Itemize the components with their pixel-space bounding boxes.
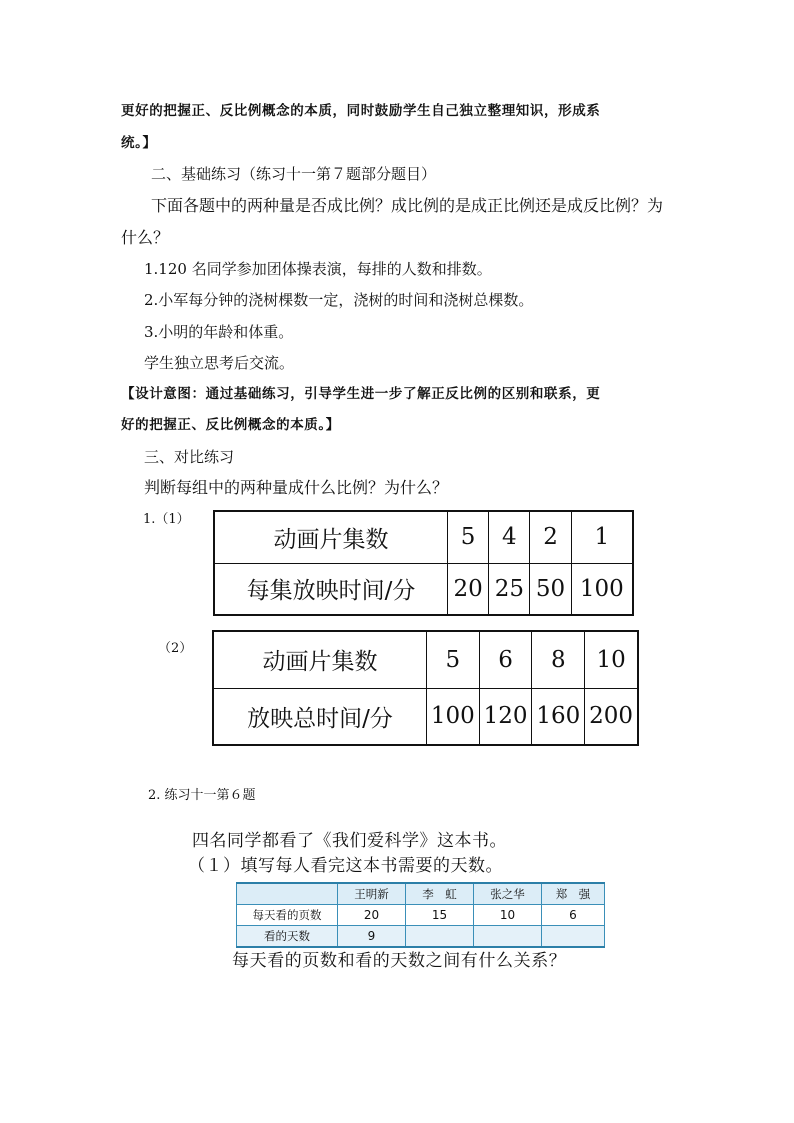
header-cell: 李 虹 xyxy=(406,883,474,905)
section2-question-line-2: 什么？ xyxy=(121,228,170,247)
header-cell xyxy=(237,883,338,905)
exercise2-line-2: （１）填写每人看完这本书需要的天数。 xyxy=(188,856,503,876)
exercise2-title: 2. 练习十一第６题 xyxy=(148,788,256,803)
row-label: 每集放映时间/分 xyxy=(214,563,448,615)
table-row xyxy=(214,511,633,563)
header-cell: 郑 强 xyxy=(542,883,605,905)
table-cell: 15 xyxy=(406,905,474,926)
table-cell: 160 xyxy=(532,688,585,745)
table-row xyxy=(237,926,605,948)
section2-title: 二、基础练习（练习十一第７题部分题目） xyxy=(151,165,437,183)
row-label: 动画片集数 xyxy=(214,511,448,563)
table-row xyxy=(213,688,638,745)
section2-item-1: 1.120 名同学参加团体操表演，每排的人数和排数。 xyxy=(144,260,492,278)
table-row xyxy=(213,631,638,688)
design-intent-line-2: 好的把握正、反比例概念的本质。】 xyxy=(121,417,340,433)
table2-label: （2） xyxy=(158,641,193,656)
table-cell xyxy=(542,926,605,948)
exercise2-line-1: 四名同学都看了《我们爱科学》这本书。 xyxy=(192,831,507,851)
table-row xyxy=(214,563,633,615)
table-cell: 1 xyxy=(571,511,633,563)
section3-title: 三、对比练习 xyxy=(144,448,235,466)
reading-days-table xyxy=(236,882,605,948)
table-cell: 25 xyxy=(489,563,530,615)
intro-line-2: 统。】 xyxy=(121,135,157,151)
section2-item-2: 2.小军每分钟的浇树棵数一定，浇树的时间和浇树总棵数。 xyxy=(144,291,534,309)
table-cell: 4 xyxy=(489,511,530,563)
table-cell: 6 xyxy=(542,905,605,926)
table-cell: 100 xyxy=(571,563,633,615)
row-label: 放映总时间/分 xyxy=(213,688,427,745)
table-cell xyxy=(406,926,474,948)
exercise2-question: 每天看的页数和看的天数之间有什么关系？ xyxy=(232,951,567,971)
table-cell: 5 xyxy=(448,511,489,563)
table-cell: 10 xyxy=(585,631,638,688)
design-intent-line-1: 【设计意图：通过基础练习，引导学生进一步了解正反比例的区别和联系，更 xyxy=(121,386,601,402)
table-cell: 20 xyxy=(448,563,489,615)
row-label: 看的天数 xyxy=(237,926,338,948)
table-row xyxy=(237,905,605,926)
table-cell: 20 xyxy=(338,905,406,926)
table-header-row xyxy=(237,883,605,905)
table-cell: 5 xyxy=(427,631,480,688)
table-cell: 6 xyxy=(479,631,532,688)
table-cell: 2 xyxy=(530,511,571,563)
episodes-total-time-table xyxy=(212,630,639,746)
header-cell: 王明新 xyxy=(338,883,406,905)
table-cell: 8 xyxy=(532,631,585,688)
row-label: 每天看的页数 xyxy=(237,905,338,926)
table-cell: 10 xyxy=(474,905,542,926)
table-cell: 50 xyxy=(530,563,571,615)
section2-item-3: 3.小明的年龄和体重。 xyxy=(144,323,294,341)
section2-note: 学生独立思考后交流。 xyxy=(144,354,295,372)
section2-question-line-1: 下面各题中的两种量是否成比例？成比例的是成正比例还是成反比例？为 xyxy=(151,196,664,215)
section3-question: 判断每组中的两种量成什么比例？为什么？ xyxy=(144,478,449,497)
table-cell: 120 xyxy=(479,688,532,745)
table1-label: 1.（1） xyxy=(143,512,190,527)
episodes-time-per-episode-table xyxy=(213,510,634,616)
table-cell: 100 xyxy=(427,688,480,745)
row-label: 动画片集数 xyxy=(213,631,427,688)
table-cell: 200 xyxy=(585,688,638,745)
header-cell: 张之华 xyxy=(474,883,542,905)
table-cell xyxy=(474,926,542,948)
intro-line-1: 更好的把握正、反比例概念的本质，同时鼓励学生自己独立整理知识，形成系 xyxy=(121,103,601,119)
table-cell: 9 xyxy=(338,926,406,948)
